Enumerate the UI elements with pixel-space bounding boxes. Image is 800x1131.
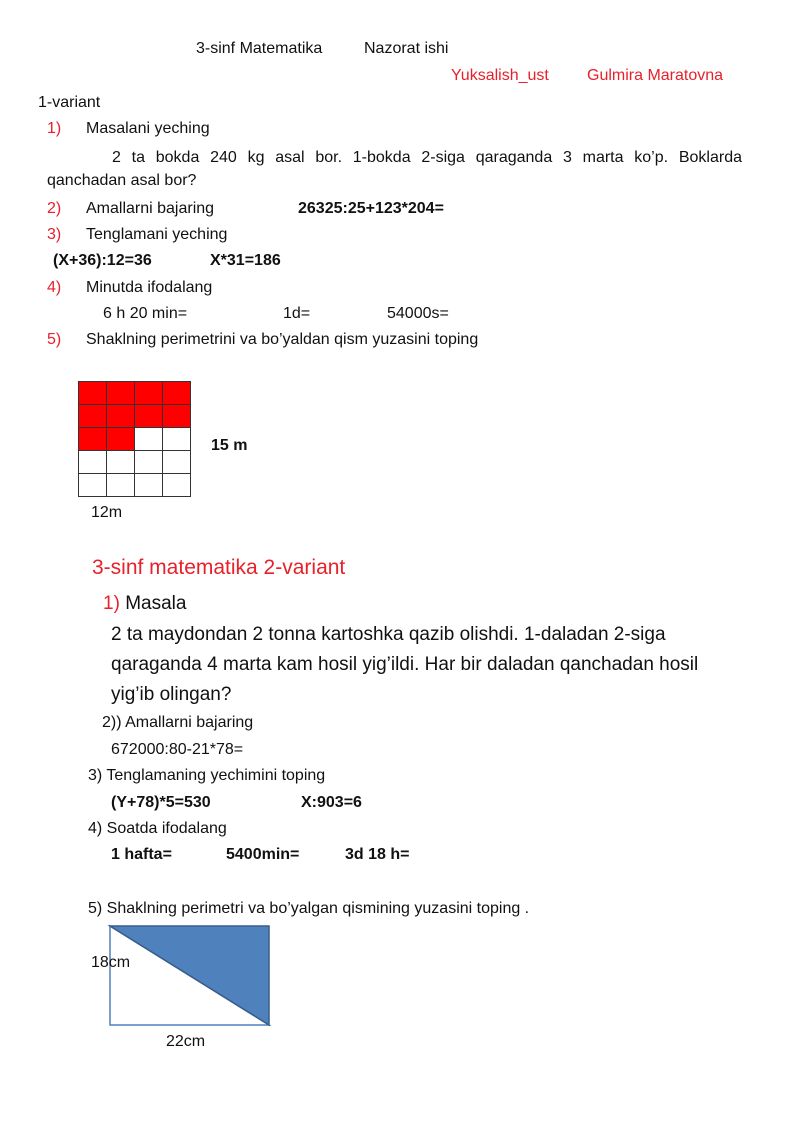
v1-q1-title: Masalani yeching bbox=[86, 120, 210, 137]
grid-cell bbox=[163, 428, 191, 451]
grid-row bbox=[79, 451, 191, 474]
grid-cell-shaded bbox=[79, 405, 107, 428]
v1-q2-number: 2) bbox=[47, 200, 62, 217]
v2-q4-title: 4) Soatda ifodalang bbox=[88, 820, 227, 837]
v1-figure-height-label: 15 m bbox=[211, 437, 248, 454]
grid-cell bbox=[163, 474, 191, 497]
v1-figure-width-label: 12m bbox=[91, 504, 123, 521]
v1-grid-figure bbox=[78, 381, 191, 497]
grid-cell-shaded bbox=[107, 382, 135, 405]
grid-cell bbox=[107, 451, 135, 474]
v1-q4-item-1: 6 h 20 min= bbox=[103, 305, 188, 322]
grid-cell-shaded bbox=[79, 382, 107, 405]
doc-title: 3-sinf Matematika bbox=[196, 40, 323, 57]
grid-row bbox=[79, 474, 191, 497]
v2-triangle-figure bbox=[100, 918, 300, 1038]
v2-figure-height-label: 18cm bbox=[91, 954, 131, 971]
grid-cell bbox=[135, 474, 163, 497]
channel-name: Yuksalish_ust bbox=[451, 67, 549, 84]
author-name: Gulmira Maratovna bbox=[587, 67, 724, 84]
grid-row bbox=[79, 382, 191, 405]
v1-q3-equation-2: X*31=186 bbox=[210, 252, 281, 269]
grid-cell bbox=[107, 474, 135, 497]
v2-q2-expression: 672000:80-21*78= bbox=[111, 741, 244, 758]
grid-cell bbox=[135, 451, 163, 474]
v2-q5-title: 5) Shaklning perimetri va bo’yalgan qismining yuzasini toping . bbox=[88, 900, 530, 917]
v1-q1-text: 2 ta bokda 240 kg asal bor. 1-bokda 2-siga qaraganda 3 marta ko’p. Boklarda qanchadan asal bor? bbox=[47, 149, 742, 189]
v2-q4-item-3: 3d 18 h= bbox=[345, 846, 410, 863]
grid-cell-shaded bbox=[107, 405, 135, 428]
grid-row bbox=[79, 405, 191, 428]
v2-q1-line-2: qaraganda 4 marta kam hosil yig’ildi. Har bir daladan qanchadan hosil bbox=[111, 654, 699, 675]
v1-q3-number: 3) bbox=[47, 226, 62, 243]
grid-cell-shaded bbox=[135, 405, 163, 428]
v2-q2-title: 2)) Amallarni bajaring bbox=[102, 714, 254, 731]
v2-q3-equation-2: X:903=6 bbox=[301, 794, 362, 811]
grid-cell-shaded bbox=[163, 382, 191, 405]
grid-cell bbox=[135, 428, 163, 451]
v1-q1-number: 1) bbox=[47, 120, 62, 137]
v2-q4-item-1: 1 hafta= bbox=[111, 846, 172, 863]
grid-cell-shaded bbox=[79, 428, 107, 451]
v1-q3-equation-1: (X+36):12=36 bbox=[53, 252, 152, 269]
v2-figure-width-label: 22cm bbox=[166, 1033, 206, 1050]
grid-cell-shaded bbox=[107, 428, 135, 451]
v1-q5-title: Shaklning perimetrini va bo’yaldan qism yuzasini toping bbox=[86, 331, 479, 348]
v1-q4-number: 4) bbox=[47, 279, 62, 296]
v1-q5-number: 5) bbox=[47, 331, 62, 348]
grid-cell bbox=[79, 474, 107, 497]
variant2-title: 3-sinf matematika 2-variant bbox=[92, 556, 346, 579]
v2-q1-number: 1) bbox=[103, 593, 120, 614]
grid-cell bbox=[163, 451, 191, 474]
grid-cell bbox=[79, 451, 107, 474]
v1-q4-item-3: 54000s= bbox=[387, 305, 449, 322]
variant1-label: 1-variant bbox=[38, 94, 101, 111]
v2-q4-item-2: 5400min= bbox=[226, 846, 300, 863]
doc-subtitle: Nazorat ishi bbox=[364, 40, 449, 57]
grid-cell-shaded bbox=[163, 405, 191, 428]
v2-q3-title: 3) Tenglamaning yechimini toping bbox=[88, 767, 326, 784]
v1-q2-title: Amallarni bajaring bbox=[86, 200, 215, 217]
v2-q1-heading bbox=[103, 593, 186, 615]
v2-q1-line-1: 2 ta maydondan 2 tonna kartoshka qazib olishdi. 1-daladan 2-siga bbox=[111, 624, 666, 645]
v2-q1-title: Masala bbox=[125, 593, 187, 614]
v2-q1-line-3: yig’ib olingan? bbox=[111, 684, 232, 705]
v1-q3-title: Tenglamani yeching bbox=[86, 226, 228, 243]
grid-cell-shaded bbox=[135, 382, 163, 405]
v1-q2-expression: 26325:25+123*204= bbox=[298, 200, 444, 217]
v1-q4-title: Minutda ifodalang bbox=[86, 279, 213, 296]
grid-row bbox=[79, 428, 191, 451]
v2-q3-equation-1: (Y+78)*5=530 bbox=[111, 794, 211, 811]
v1-q4-item-2: 1d= bbox=[283, 305, 311, 322]
